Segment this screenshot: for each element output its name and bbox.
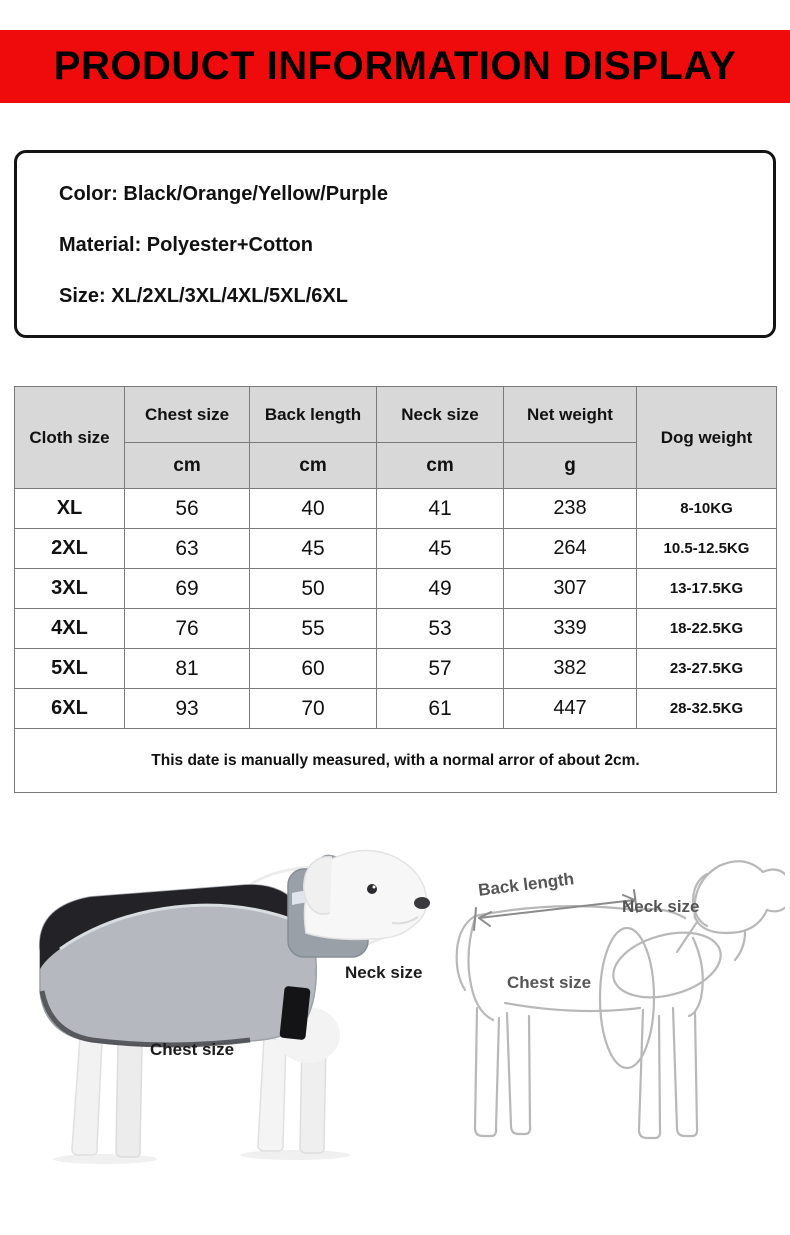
- measurement-diagram: [0, 833, 790, 1208]
- table-row: [15, 649, 777, 689]
- page-title: PRODUCT INFORMATION DISPLAY: [53, 44, 737, 88]
- cell-neck: 49: [377, 569, 504, 609]
- cell-back: 60: [250, 649, 377, 689]
- cell-chest: 81: [125, 649, 250, 689]
- cell-neck: 53: [377, 609, 504, 649]
- cell-size: 6XL: [15, 689, 125, 729]
- cell-back: 70: [250, 689, 377, 729]
- measurement-note: This date is manually measured, with a normal arror of about 2cm.: [15, 729, 777, 793]
- cell-back: 55: [250, 609, 377, 649]
- cell-size: XL: [15, 489, 125, 529]
- size-table: [14, 386, 777, 793]
- unit-chest-cm: cm: [125, 443, 250, 489]
- cell-dog-weight: 23-27.5KG: [637, 649, 777, 689]
- photo-neck-size-label: Neck size: [345, 963, 423, 982]
- cell-chest: 76: [125, 609, 250, 649]
- dog-jacket-photo: [20, 841, 440, 1171]
- column-header-chest-size: Chest size: [125, 387, 250, 443]
- cell-net-weight: 264: [504, 529, 637, 569]
- table-row: [15, 529, 777, 569]
- column-header-dog-weight: Dog weight: [637, 387, 777, 489]
- spec-line-color: Color: Black/Orange/Yellow/Purple: [59, 183, 388, 205]
- column-header-back-length: Back length: [250, 387, 377, 443]
- product-info-page: [0, 30, 790, 1208]
- cell-dog-weight: 8-10KG: [637, 489, 777, 529]
- cell-size: 2XL: [15, 529, 125, 569]
- cell-chest: 56: [125, 489, 250, 529]
- cell-net-weight: 447: [504, 689, 637, 729]
- cell-back: 50: [250, 569, 377, 609]
- table-row: [15, 569, 777, 609]
- cell-dog-weight: 28-32.5KG: [637, 689, 777, 729]
- page-header: [0, 30, 790, 103]
- specs-box: [14, 150, 776, 338]
- cell-size: 4XL: [15, 609, 125, 649]
- table-row: [15, 609, 777, 649]
- cell-net-weight: 382: [504, 649, 637, 689]
- cell-chest: 63: [125, 529, 250, 569]
- cell-chest: 93: [125, 689, 250, 729]
- cell-dog-weight: 10.5-12.5KG: [637, 529, 777, 569]
- cell-net-weight: 238: [504, 489, 637, 529]
- cell-net-weight: 307: [504, 569, 637, 609]
- cell-chest: 69: [125, 569, 250, 609]
- cell-neck: 61: [377, 689, 504, 729]
- unit-weight-g: g: [504, 443, 637, 489]
- cell-size: 3XL: [15, 569, 125, 609]
- cell-back: 40: [250, 489, 377, 529]
- photo-chest-size-label: Chest size: [150, 1040, 235, 1059]
- cell-dog-weight: 13-17.5KG: [637, 569, 777, 609]
- spec-line-material: Material: Polyester+Cotton: [59, 234, 313, 256]
- spec-line-size: Size: XL/2XL/3XL/4XL/5XL/6XL: [59, 285, 348, 307]
- measurement-note-row: [15, 729, 777, 793]
- table-row: [15, 689, 777, 729]
- table-row: [15, 489, 777, 529]
- cell-size: 5XL: [15, 649, 125, 689]
- cell-dog-weight: 18-22.5KG: [637, 609, 777, 649]
- column-header-net-weight: Net weight: [504, 387, 637, 443]
- cell-neck: 57: [377, 649, 504, 689]
- cell-net-weight: 339: [504, 609, 637, 649]
- sketch-chest-size-label: Chest size: [507, 973, 592, 992]
- cell-neck: 41: [377, 489, 504, 529]
- unit-neck-cm: cm: [377, 443, 504, 489]
- column-header-neck-size: Neck size: [377, 387, 504, 443]
- sketch-neck-size-label: Neck size: [622, 897, 700, 916]
- unit-back-cm: cm: [250, 443, 377, 489]
- cell-neck: 45: [377, 529, 504, 569]
- sketch-back-length-label: Back length: [477, 869, 576, 900]
- column-header-cloth-size: Cloth size: [15, 387, 125, 489]
- cell-back: 45: [250, 529, 377, 569]
